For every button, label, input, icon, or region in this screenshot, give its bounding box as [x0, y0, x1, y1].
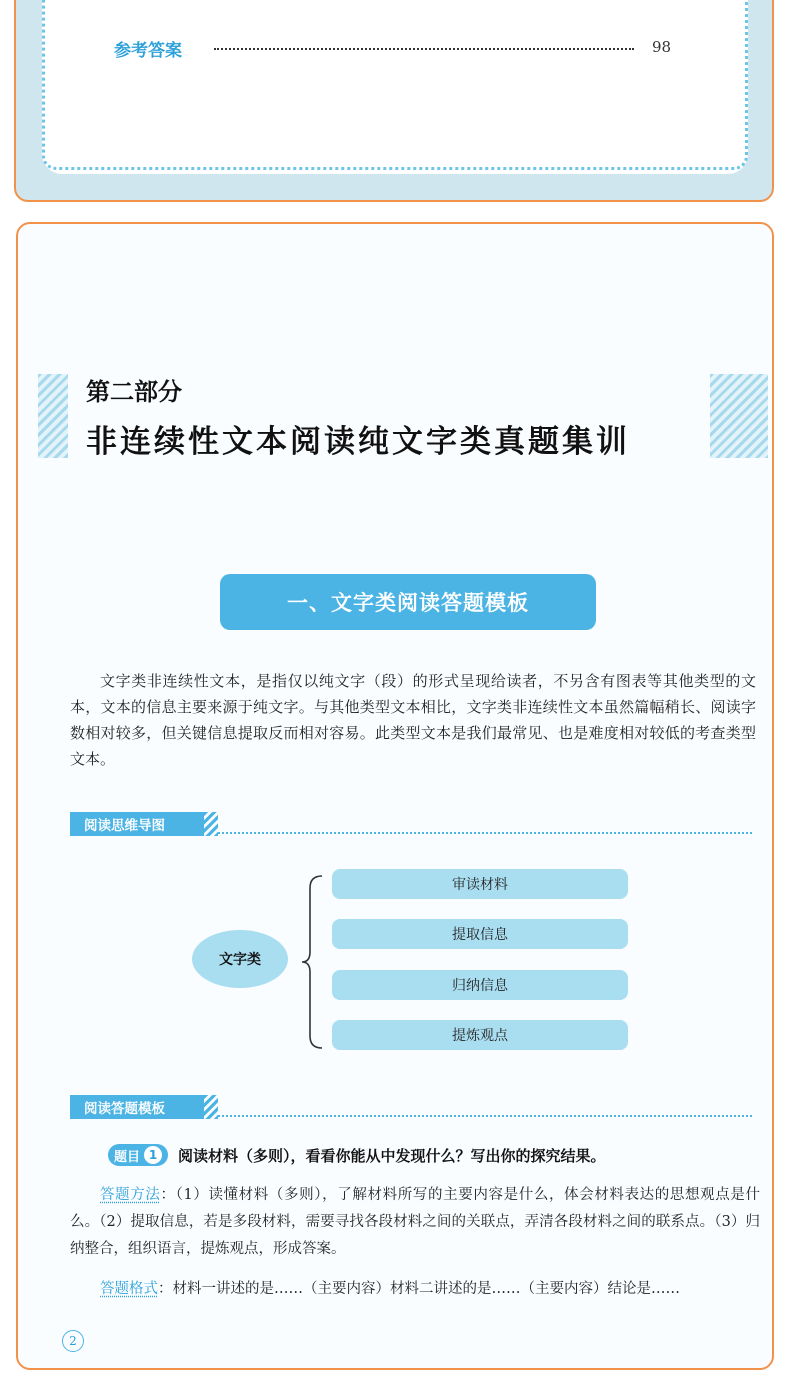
answer-format-label: 答题格式: [100, 1281, 158, 1297]
answer-method-text: ：（1）读懂材料（多则），了解材料所写的主要内容是什么，体会材料表达的思想观点是什么。（2）提取信息，若是多段材料，需要寻找各段材料之间的关联点，弄清各段材料之间的联系点。（3）归纳整合，组织语言，提炼观点，形成答案。: [70, 1187, 760, 1257]
mindmap-tab-rule: [218, 832, 752, 834]
mindmap-tab: [70, 812, 204, 836]
decor-stripe-right: [710, 374, 768, 458]
question-line: [108, 1142, 606, 1168]
answer-method-paragraph: [70, 1182, 760, 1263]
page-card: [16, 222, 774, 1370]
toc-entry[interactable]: [114, 36, 674, 60]
answer-format-text: ：材料一讲述的是……（主要内容）材料二讲述的是……（主要内容）结论是……: [158, 1281, 680, 1297]
page-number: 2: [62, 1330, 84, 1352]
part-label: 第二部分: [86, 378, 182, 406]
template-tab-rule: [218, 1115, 752, 1117]
mindmap-node-1: 审读材料: [332, 869, 628, 899]
question-badge: [108, 1144, 168, 1166]
part-title: 非连续性文本阅读纯文字类真题集训: [86, 424, 630, 460]
toc-dotted-border: [42, 0, 748, 170]
intro-paragraph: 文字类非连续性文本，是指仅以纯文字（段）的形式呈现给读者，不另含有图表等其他类型的文本，文本的信息主要来源于纯文字。与其他类型文本相比，文字类非连续性文本虽然篇幅稍长、阅读字数相对较多，但关键信息提取反而相对容易。此类型文本是我们最常见、也是难度相对较低的考查类型文本。: [70, 672, 756, 768]
answer-method-label: 答题方法: [100, 1187, 161, 1203]
mindmap-center-node: 文字类: [192, 930, 288, 988]
question-number: 1: [144, 1146, 162, 1164]
decor-stripe-left: [38, 374, 68, 458]
mindmap-node-4: 提炼观点: [332, 1020, 628, 1050]
mindmap-brace: [300, 874, 324, 1050]
toc-leader-dots: [214, 48, 634, 50]
answer-format-paragraph: [70, 1276, 760, 1303]
section-title-banner: 一、文字类阅读答题模板: [220, 574, 596, 630]
toc-entry-page: 98: [652, 38, 672, 56]
toc-entry-label: 参考答案: [114, 41, 182, 61]
mindmap-node-3: 归纳信息: [332, 970, 628, 1000]
question-badge-label: 题目: [114, 1149, 141, 1165]
mindmap-node-2: 提取信息: [332, 919, 628, 949]
question-text: 阅读材料（多则），看看你能从中发现什么？写出你的探究结果。: [178, 1146, 606, 1165]
template-tab: [70, 1095, 204, 1119]
mindmap-tab-label: 阅读思维导图: [84, 818, 165, 834]
template-tab-label: 阅读答题模板: [84, 1101, 165, 1117]
